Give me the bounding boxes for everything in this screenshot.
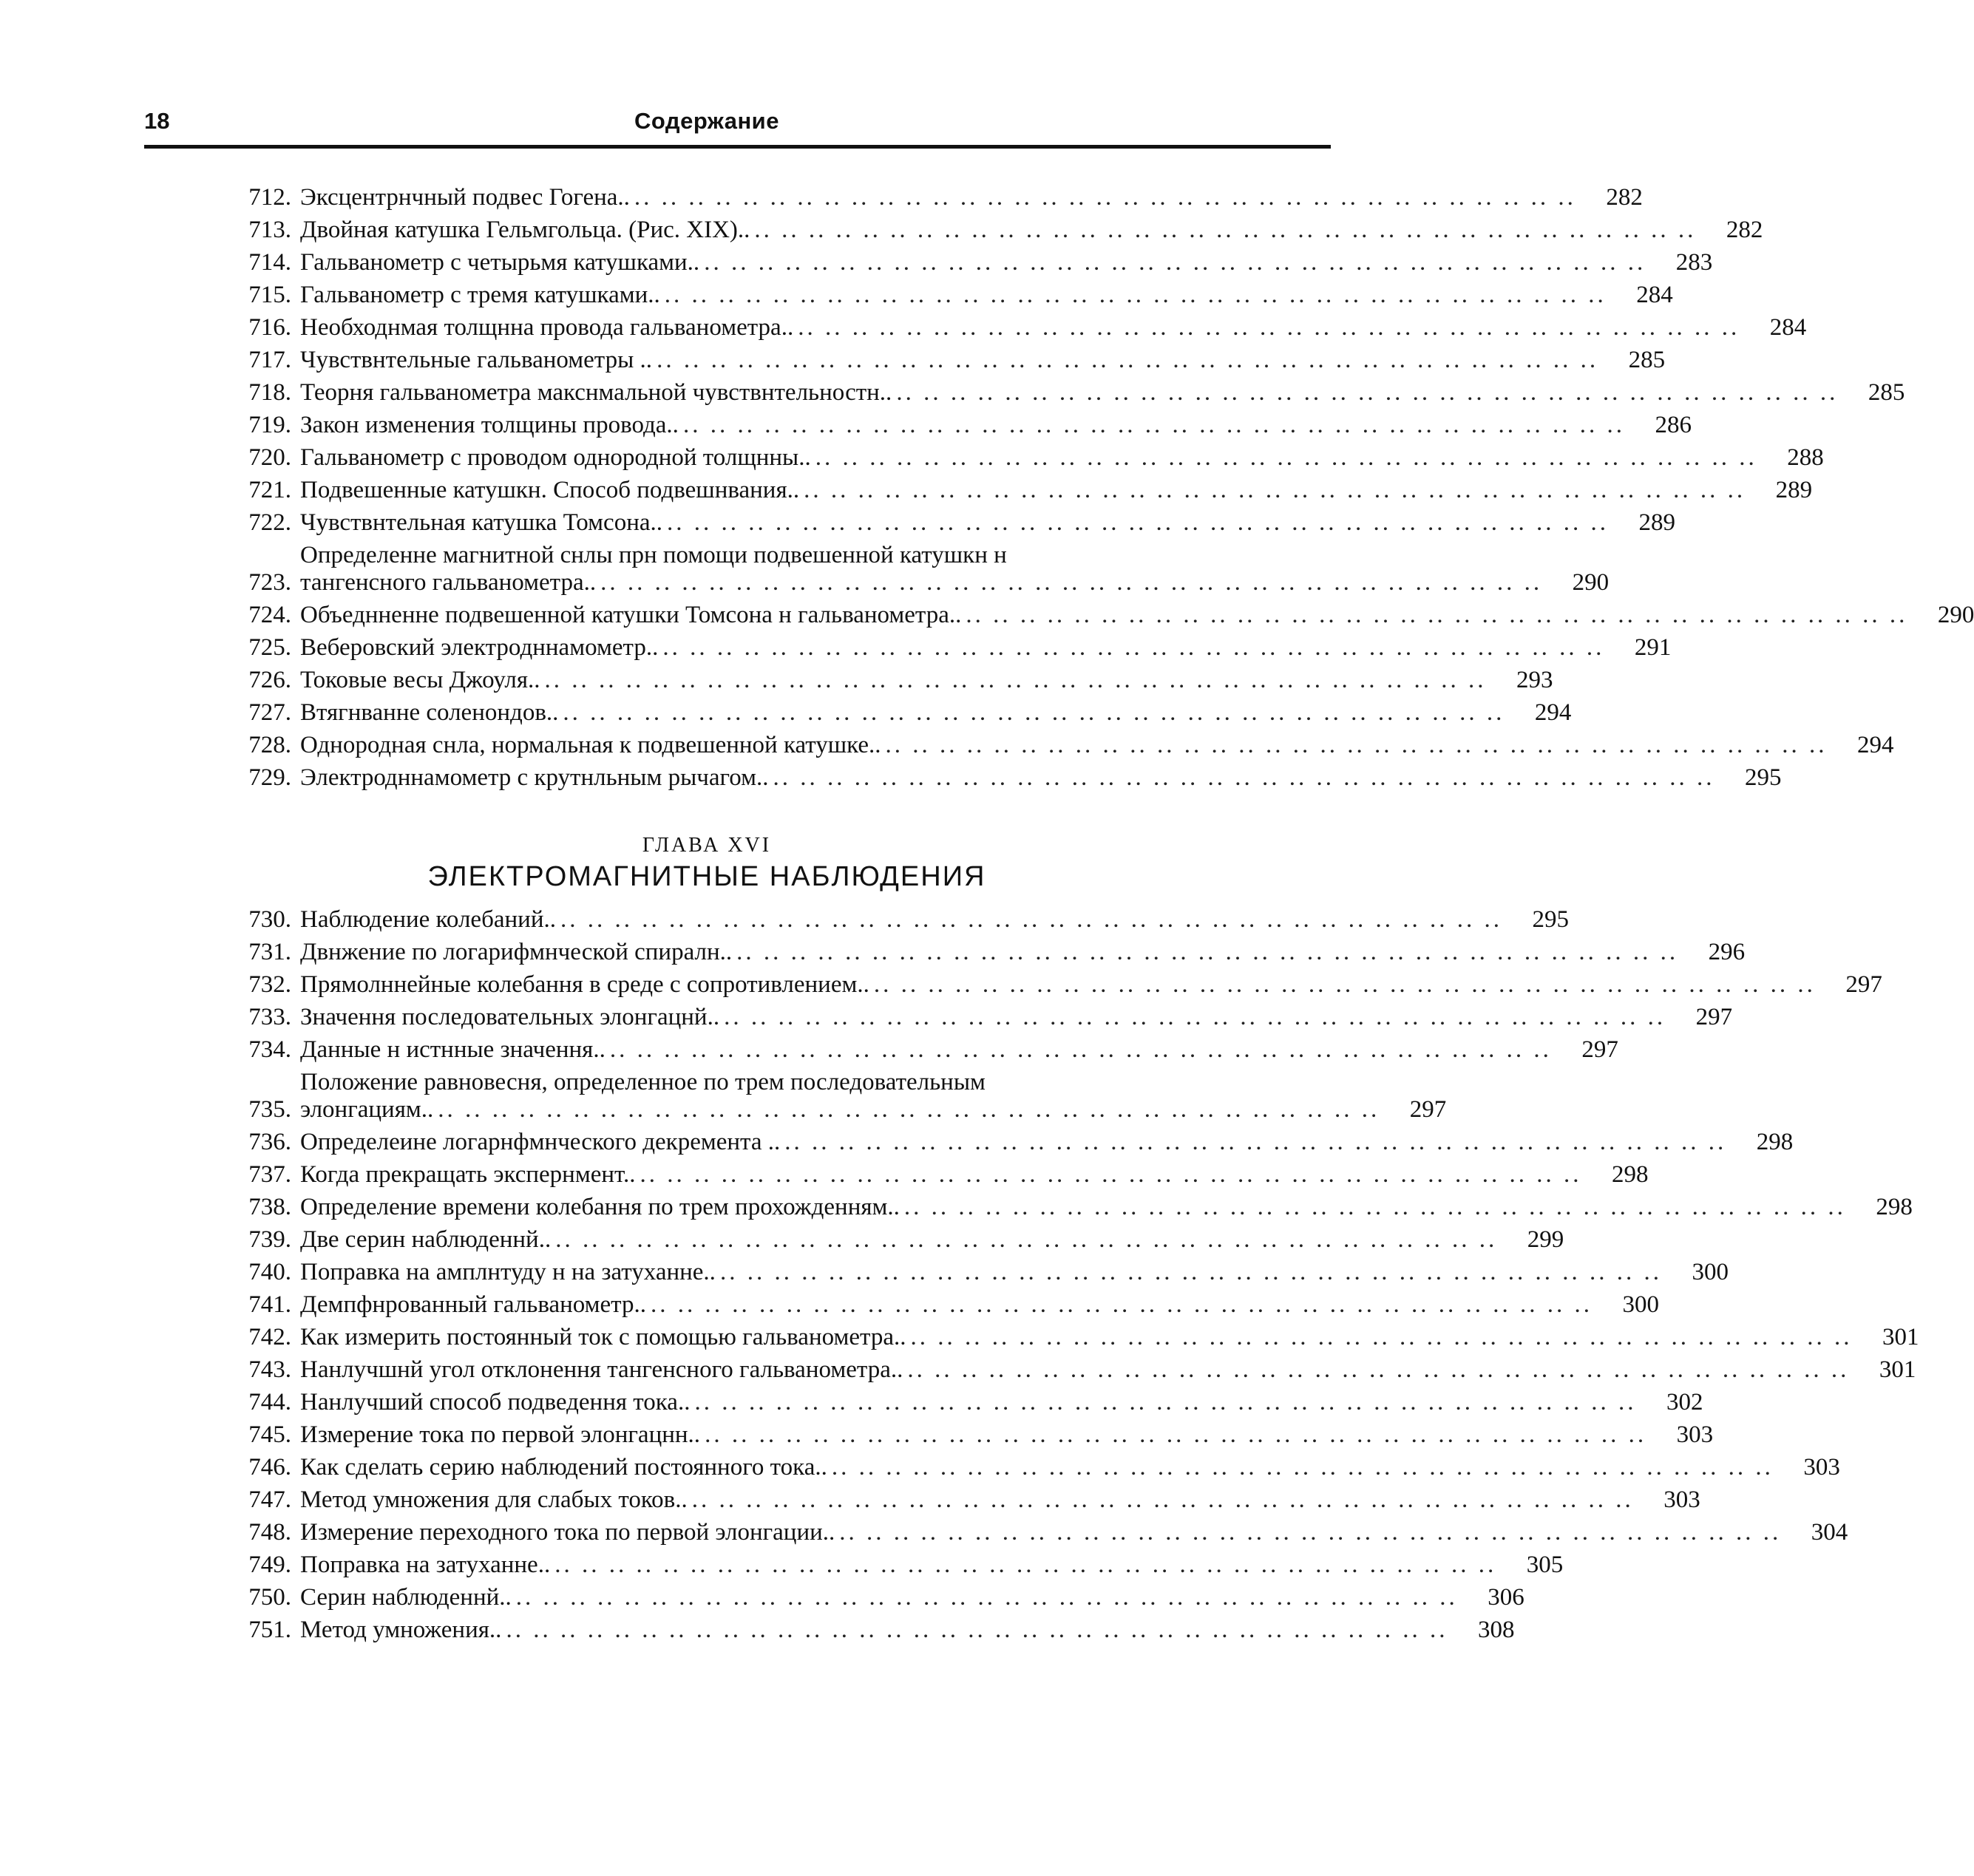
dot-leader — [683, 409, 1625, 441]
toc-entry — [222, 1126, 1794, 1158]
entry-page: 295 — [1745, 764, 1782, 791]
dot-leader — [815, 441, 1757, 474]
entry-title-line — [300, 1256, 1662, 1288]
entry-title: Поправка на затуханне.. — [300, 1552, 551, 1578]
entry-body — [300, 1191, 1846, 1223]
entry-number: 735. — [248, 1096, 291, 1123]
entry-body — [300, 1158, 1581, 1191]
entry-page: 293 — [1516, 667, 1553, 693]
entry-title-line — [300, 344, 1598, 376]
dot-leader — [563, 696, 1505, 729]
dot-leader — [832, 1451, 1774, 1484]
entry-page: 290 — [1937, 602, 1974, 628]
header-rule — [144, 145, 1331, 149]
toc-entry — [222, 474, 1813, 506]
entry-title: Данные н истнные значення.. — [300, 1036, 606, 1063]
entry-title-line — [300, 1581, 1458, 1614]
entry-title: Нанлучший способ подведення тока.. — [300, 1389, 691, 1416]
toc-entry — [222, 1001, 1733, 1033]
entry-title-line — [300, 1386, 1636, 1418]
entry-title-line — [300, 1126, 1726, 1158]
dot-leader — [966, 599, 1907, 631]
entry-number: 741. — [248, 1291, 291, 1318]
entry-title: Подвешенные катушкн. Способ подвешнвания.. — [300, 477, 800, 503]
entry-title: Определение времени колебання по трем прохожденням.. — [300, 1194, 900, 1220]
entry-title-line — [300, 376, 1838, 409]
entry-title: Измерение тока по первой элонгацнн.. — [300, 1421, 701, 1448]
entry-title: Чувствнтельная катушка Томсона.. — [300, 509, 663, 536]
entry-number: 747. — [248, 1486, 291, 1513]
entry-title-line — [300, 968, 1816, 1001]
chapter-label: ГЛАВА XVI — [642, 834, 772, 857]
entry-title-line — [300, 631, 1604, 664]
entry-body — [300, 279, 1607, 311]
entry-title: Электродннамометр с крутнльным рычагом.. — [300, 764, 769, 791]
entry-body — [300, 1549, 1496, 1581]
dot-leader — [798, 311, 1740, 344]
entry-title-line — [300, 1096, 1380, 1124]
toc-entry — [222, 214, 1763, 246]
dot-leader — [438, 1096, 1380, 1124]
entry-body — [300, 181, 1576, 214]
entry-body — [300, 696, 1505, 729]
entry-title: Гальванометр с тремя катушками.. — [300, 282, 660, 308]
entry-number: 746. — [248, 1454, 291, 1481]
toc-entry — [222, 1223, 1564, 1256]
entry-title: Гальванометр с проводом однородной толщнны.. — [300, 444, 811, 471]
dot-leader — [560, 903, 1502, 936]
entry-body — [300, 376, 1838, 409]
dot-leader — [662, 631, 1604, 664]
entry-page: 289 — [1775, 477, 1813, 503]
entry-body — [300, 441, 1757, 474]
entry-body — [300, 1353, 1849, 1386]
toc-entry — [222, 1066, 1447, 1126]
toc-entry — [222, 539, 1610, 599]
entry-body — [300, 1223, 1497, 1256]
entry-number: 713. — [248, 217, 291, 243]
entry-title: Метод умножения для слабых токов.. — [300, 1486, 688, 1513]
dot-leader — [651, 1288, 1593, 1321]
toc-entry — [222, 1614, 1515, 1646]
entry-number: 740. — [248, 1259, 291, 1285]
entry-body — [300, 344, 1598, 376]
toc-entry — [222, 1321, 1919, 1353]
entry-body — [300, 903, 1502, 936]
dot-leader — [506, 1614, 1448, 1646]
entry-page: 297 — [1845, 971, 1882, 998]
entry-page: 283 — [1675, 249, 1713, 276]
entry-page: 295 — [1532, 906, 1570, 933]
entry-title: Как сделать серию наблюдений постоянного тока.. — [300, 1454, 827, 1481]
entry-body — [300, 246, 1646, 279]
entry-title-continued: тангенсного гальванометра.. — [300, 569, 597, 596]
entry-page: 301 — [1882, 1324, 1919, 1350]
dot-leader — [545, 664, 1487, 696]
entry-number: 748. — [248, 1519, 291, 1546]
entry-body — [300, 729, 1828, 761]
toc-entry — [222, 181, 1643, 214]
entry-body — [300, 1581, 1458, 1614]
entry-title: Гальванометр с четырьмя катушками.. — [300, 249, 700, 276]
dot-leader — [694, 1386, 1636, 1418]
entry-title-line — [300, 1484, 1634, 1516]
entry-body — [300, 474, 1746, 506]
entry-page: 306 — [1488, 1584, 1524, 1611]
dot-leader — [896, 376, 1838, 409]
entry-title-line — [300, 506, 1609, 539]
entry-page: 297 — [1409, 1096, 1447, 1123]
entry-title-line — [300, 1223, 1497, 1256]
entry-title: Значення последовательных элонгацнй.. — [300, 1004, 720, 1030]
dot-leader — [736, 936, 1678, 968]
toc-entry — [222, 376, 1905, 409]
toc-entry — [222, 311, 1807, 344]
entry-body — [300, 599, 1907, 631]
entry-title-line — [300, 311, 1740, 344]
entry-page: 297 — [1581, 1036, 1618, 1063]
entry-page: 308 — [1477, 1617, 1515, 1643]
entry-number: 716. — [248, 314, 291, 341]
entry-body — [300, 631, 1604, 664]
entry-title-line — [300, 1418, 1646, 1451]
entry-page: 285 — [1868, 379, 1905, 406]
entry-number: 742. — [248, 1324, 291, 1350]
dot-leader — [554, 1549, 1496, 1581]
entry-body — [300, 1069, 1380, 1124]
entry-body — [300, 1418, 1646, 1451]
dot-leader — [839, 1516, 1781, 1549]
entry-number: 724. — [248, 602, 291, 628]
entry-page: 303 — [1676, 1421, 1714, 1448]
toc-entry — [222, 279, 1673, 311]
entry-page: 301 — [1879, 1356, 1916, 1383]
entry-number: 727. — [248, 699, 291, 726]
entry-page: 303 — [1663, 1486, 1700, 1513]
entry-title-line — [300, 729, 1828, 761]
entry-title-line — [300, 761, 1715, 794]
entry-page: 282 — [1726, 217, 1763, 243]
dot-leader — [640, 1158, 1581, 1191]
entry-title-line — [300, 1001, 1666, 1033]
entry-title-line — [300, 1158, 1581, 1191]
entry-page: 282 — [1606, 184, 1643, 211]
entry-number: 731. — [248, 939, 291, 965]
entry-page: 298 — [1876, 1194, 1913, 1220]
entry-number: 738. — [248, 1194, 291, 1220]
entry-title: Положение равновесня, определенное по трем последовательным — [300, 1069, 986, 1095]
toc-entry — [222, 1549, 1564, 1581]
toc-entry — [222, 1581, 1524, 1614]
entry-page: 299 — [1527, 1226, 1564, 1253]
entry-number: 714. — [248, 249, 291, 276]
entry-number: 751. — [248, 1617, 291, 1643]
toc-section-a — [222, 181, 1974, 794]
entry-page: 294 — [1534, 699, 1572, 726]
entry-body — [300, 542, 1542, 597]
toc-entry — [222, 506, 1676, 539]
entry-title: Двойная катушка Гельмгольца. (Рис. XIX).. — [300, 217, 750, 243]
entry-title: Двнжение по логарифмнческой спиралн.. — [300, 939, 733, 965]
entry-number: 722. — [248, 509, 291, 536]
dot-leader — [754, 214, 1696, 246]
entry-number: 720. — [248, 444, 291, 471]
entry-title-line — [300, 1191, 1846, 1223]
entry-number: 728. — [248, 732, 291, 758]
entry-body — [300, 1288, 1593, 1321]
entry-title-line — [300, 246, 1646, 279]
toc-entry — [222, 729, 1894, 761]
toc-entry — [222, 1516, 1848, 1549]
dot-leader — [600, 569, 1542, 597]
entry-page: 298 — [1611, 1161, 1649, 1188]
entry-title-line — [300, 1033, 1552, 1066]
entry-body — [300, 1321, 1852, 1353]
entry-title: Необходнмая толщнна провода гальванометра.. — [300, 314, 794, 341]
entry-body — [300, 1451, 1774, 1484]
dot-leader — [874, 968, 1816, 1001]
entry-title-line — [300, 599, 1907, 631]
entry-title: Токовые весы Джоуля.. — [300, 667, 540, 693]
entry-title: Прямолннейные колебання в среде с сопротивлением.. — [300, 971, 869, 998]
entry-page: 284 — [1769, 314, 1807, 341]
entry-title: Определеине логарнфмнческого декремента .. — [300, 1129, 781, 1155]
toc-entry — [222, 441, 1824, 474]
running-title: Содержание — [634, 108, 779, 134]
dot-leader — [886, 729, 1828, 761]
entry-body — [300, 1001, 1666, 1033]
entry-page: 304 — [1811, 1519, 1848, 1546]
entry-title-line — [300, 1549, 1496, 1581]
toc-section-b — [222, 903, 1919, 1646]
entry-title-line — [300, 1321, 1852, 1353]
toc-entry — [222, 761, 1782, 794]
toc-entry — [222, 1418, 1714, 1451]
toc-entry — [222, 1256, 1729, 1288]
entry-number: 719. — [248, 412, 291, 438]
entry-number: 721. — [248, 477, 291, 503]
entry-body — [300, 936, 1678, 968]
entry-page: 305 — [1526, 1552, 1564, 1578]
entry-title-line — [300, 1288, 1593, 1321]
entry-title: Веберовский электродннамометр.. — [300, 634, 659, 661]
entry-number: 715. — [248, 282, 291, 308]
entry-page: 288 — [1787, 444, 1824, 471]
dot-leader — [773, 761, 1715, 794]
entry-page: 285 — [1628, 347, 1666, 373]
dot-leader — [555, 1223, 1497, 1256]
entry-title: Измерение переходного тока по первой элонгации.. — [300, 1519, 835, 1546]
entry-number: 745. — [248, 1421, 291, 1448]
entry-page: 294 — [1857, 732, 1894, 758]
toc-entry — [222, 1158, 1649, 1191]
entry-title: Эксцентрнчный подвес Гогена.. — [300, 184, 630, 211]
entry-page: 296 — [1708, 939, 1746, 965]
entry-number: 749. — [248, 1552, 291, 1578]
entry-number: 712. — [248, 184, 291, 211]
entry-page: 291 — [1634, 634, 1672, 661]
entry-title: Серин наблюденнй.. — [300, 1584, 512, 1611]
dot-leader — [910, 1321, 1852, 1353]
entry-page: 298 — [1756, 1129, 1794, 1155]
entry-body — [300, 1614, 1448, 1646]
entry-number: 743. — [248, 1356, 291, 1383]
entry-title-line — [300, 441, 1757, 474]
toc-entry — [222, 696, 1572, 729]
entry-title: Определенне магнитной снлы прн помощи подвешенной катушкн н — [300, 542, 1007, 568]
entry-title-line — [300, 1353, 1849, 1386]
entry-title-line — [300, 409, 1625, 441]
dot-leader — [705, 1418, 1646, 1451]
dot-leader — [907, 1353, 1849, 1386]
dot-leader — [724, 1001, 1666, 1033]
entry-body — [300, 1516, 1781, 1549]
entry-title-line — [300, 936, 1678, 968]
entry-title: Объеднненне подвешенной катушки Томсона н гальванометра.. — [300, 602, 962, 628]
toc-entry — [222, 1191, 1913, 1223]
entry-body — [300, 311, 1740, 344]
entry-title: Нанлучшнй угол отклонення тангенсного гальванометра.. — [300, 1356, 903, 1383]
entry-title: Втягнванне соленондов.. — [300, 699, 559, 726]
toc-entry — [222, 1451, 1840, 1484]
dot-leader — [704, 246, 1646, 279]
toc-entry — [222, 1386, 1703, 1418]
entry-title: Однородная снла, нормальная к подвешенной катушке.. — [300, 732, 881, 758]
entry-title: Наблюдение колебаний.. — [300, 906, 557, 933]
entry-number: 717. — [248, 347, 291, 373]
entry-body — [300, 1386, 1636, 1418]
entry-number: 725. — [248, 634, 291, 661]
page-number: 18 — [144, 108, 170, 134]
dot-leader — [665, 279, 1607, 311]
toc-entry — [222, 1033, 1618, 1066]
toc-entry — [222, 664, 1553, 696]
entry-title-line — [300, 181, 1576, 214]
dot-leader — [692, 1484, 1634, 1516]
entry-body — [300, 968, 1816, 1001]
toc-entry — [222, 246, 1713, 279]
entry-title: Закон изменения толщины провода.. — [300, 412, 679, 438]
dot-leader — [516, 1581, 1458, 1614]
entry-title-line — [300, 474, 1746, 506]
toc-entry — [222, 409, 1692, 441]
entry-title: Теорня гальванометра макснмальной чувствнтельностн.. — [300, 379, 892, 406]
entry-number: 733. — [248, 1004, 291, 1030]
dot-leader — [904, 1191, 1846, 1223]
entry-body — [300, 409, 1625, 441]
entry-number: 723. — [248, 569, 291, 596]
dot-leader — [610, 1033, 1552, 1066]
entry-title-continued: элонгациям.. — [300, 1096, 434, 1123]
dot-leader — [657, 344, 1598, 376]
entry-title: Поправка на амплнтуду н на затуханне.. — [300, 1259, 716, 1285]
toc-entry — [222, 1353, 1916, 1386]
toc-entry — [222, 344, 1666, 376]
toc-entry — [222, 1288, 1660, 1321]
entry-number: 730. — [248, 906, 291, 933]
dot-leader — [804, 474, 1746, 506]
toc-entry — [222, 631, 1672, 664]
entry-number: 736. — [248, 1129, 291, 1155]
entry-number: 718. — [248, 379, 291, 406]
toc-entry — [222, 599, 1974, 631]
entry-title-line — [300, 542, 1542, 569]
toc-entry — [222, 903, 1570, 936]
entry-page: 290 — [1572, 569, 1610, 596]
entry-title-line — [300, 214, 1696, 246]
entry-number: 744. — [248, 1389, 291, 1416]
entry-title-line — [300, 1614, 1448, 1646]
entry-page: 297 — [1695, 1004, 1733, 1030]
entry-title-line — [300, 1451, 1774, 1484]
chapter-title: ЭЛЕКТРОМАГНИТНЫЕ НАБЛЮДЕНИЯ — [427, 861, 986, 892]
entry-title-line — [300, 664, 1487, 696]
entry-page: 302 — [1666, 1389, 1703, 1416]
dot-leader — [784, 1126, 1726, 1158]
entry-page: 284 — [1636, 282, 1673, 308]
entry-number: 737. — [248, 1161, 291, 1188]
entry-number: 734. — [248, 1036, 291, 1063]
toc-entry — [222, 936, 1746, 968]
entry-body — [300, 1126, 1726, 1158]
entry-body — [300, 506, 1609, 539]
entry-body — [300, 1256, 1662, 1288]
entry-body — [300, 664, 1487, 696]
entry-title: Когда прекращать экспернмент.. — [300, 1161, 636, 1188]
entry-number: 729. — [248, 764, 291, 791]
dot-leader — [667, 506, 1609, 539]
entry-title-line — [300, 569, 1542, 597]
entry-body — [300, 761, 1715, 794]
toc-entry — [222, 968, 1882, 1001]
entry-number: 726. — [248, 667, 291, 693]
entry-title-line — [300, 696, 1505, 729]
dot-leader — [634, 181, 1576, 214]
entry-title-line — [300, 279, 1607, 311]
entry-body — [300, 1033, 1552, 1066]
entry-title-line — [300, 1516, 1781, 1549]
entry-page: 303 — [1803, 1454, 1840, 1481]
entry-title: Как измерить постоянный ток с помощью гальванометра.. — [300, 1324, 906, 1350]
entry-title-line — [300, 1069, 1380, 1096]
entry-number: 732. — [248, 971, 291, 998]
entry-page: 289 — [1638, 509, 1676, 536]
entry-title: Демпфнрованный гальванометр.. — [300, 1291, 647, 1318]
entry-title-line — [300, 903, 1502, 936]
toc-entry — [222, 1484, 1700, 1516]
dot-leader — [720, 1256, 1662, 1288]
entry-page: 300 — [1622, 1291, 1660, 1318]
entry-title: Метод умножения.. — [300, 1617, 502, 1643]
entry-number: 739. — [248, 1226, 291, 1253]
entry-page: 300 — [1692, 1259, 1729, 1285]
entry-page: 286 — [1655, 412, 1692, 438]
entry-body — [300, 214, 1696, 246]
entry-number: 750. — [248, 1584, 291, 1611]
entry-title: Чувствнтельные гальванометры .. — [300, 347, 653, 373]
entry-body — [300, 1484, 1634, 1516]
entry-title: Две серин наблюденнй.. — [300, 1226, 552, 1253]
